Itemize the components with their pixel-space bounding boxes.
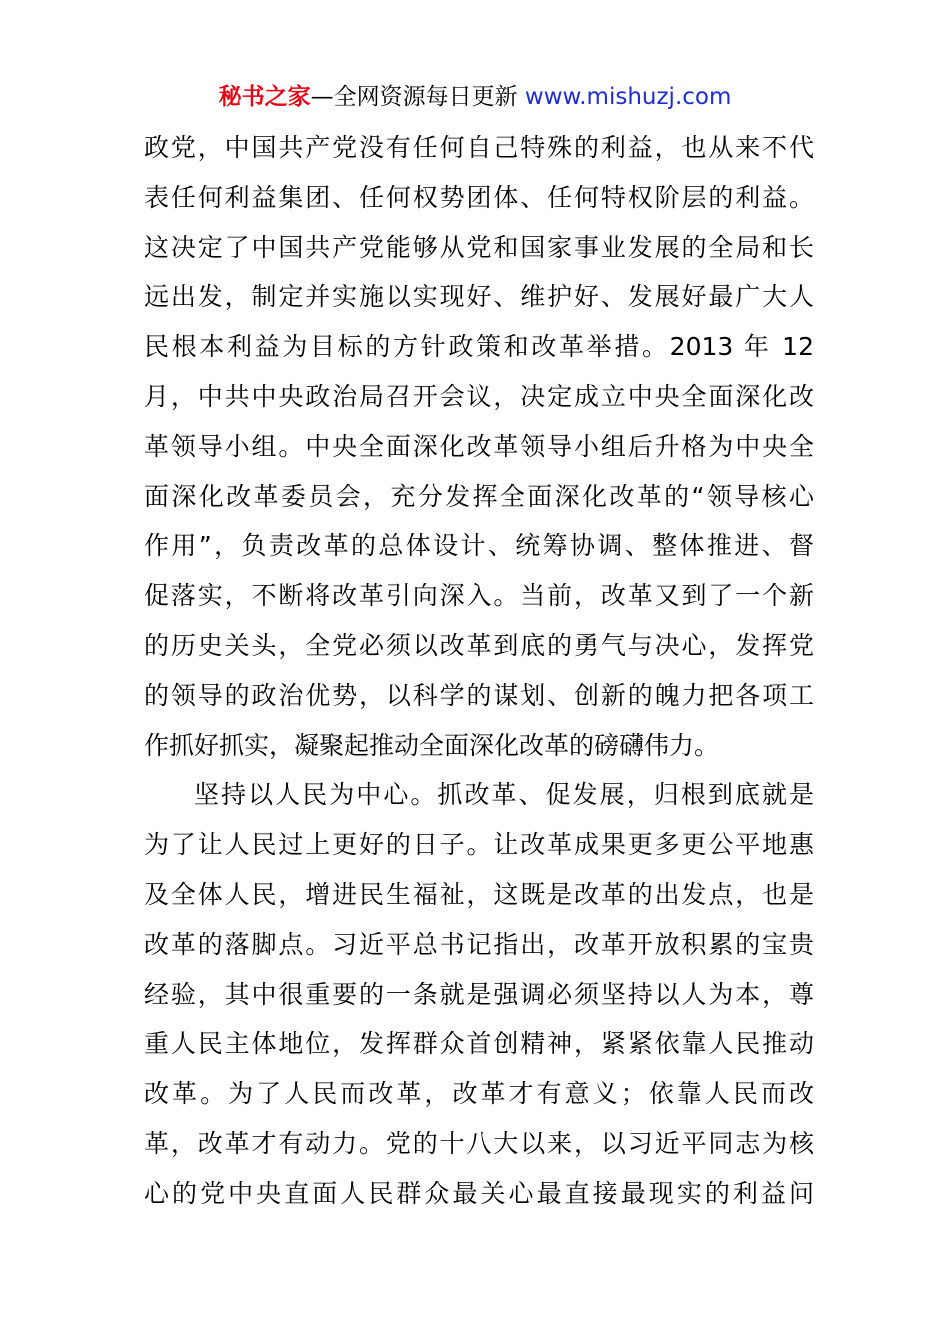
text-line: 的历史关头，全党必须以改革到底的勇气与决心，发挥党 — [144, 630, 814, 660]
site-url-link[interactable]: www.mishuzj.com — [524, 84, 732, 110]
text-line: 重人民主体地位，发挥群众首创精神，紧紧依靠人民推动 — [144, 1029, 814, 1059]
text-line: 远出发，制定并实施以实现好、维护好、发展好最广大人 — [144, 282, 814, 312]
site-brand: 秘书之家 — [218, 84, 311, 110]
text-line: 月，中共中央政治局召开会议，决定成立中央全面深化改 — [144, 381, 814, 411]
text-line: 表任何利益集团、任何权势团体、任何特权阶层的利益。 — [144, 182, 814, 212]
text-line: 作用”，负责改革的总体设计、统筹协调、整体推进、督 — [144, 531, 814, 561]
text-line: 这决定了中国共产党能够从党和国家事业发展的全局和长 — [144, 232, 814, 262]
text-line: 改革的落脚点。习近平总书记指出，改革开放积累的宝贵 — [144, 929, 814, 959]
text-line: 为了让人民过上更好的日子。让改革成果更多更公平地惠 — [144, 830, 814, 860]
text-line: 民根本利益为目标的方针政策和改革举措。2013 年 12 — [144, 332, 814, 362]
text-line: 面深化改革委员会，充分发挥全面深化改革的“领导核心 — [144, 481, 814, 511]
text-line: 改革。为了人民而改革，改革才有意义；依靠人民而改 — [144, 1079, 814, 1109]
text-line: 经验，其中很重要的一条就是强调必须坚持以人为本，尊 — [144, 979, 814, 1009]
text-line: 心的党中央直面人民群众最关心最直接最现实的利益问 — [144, 1178, 814, 1208]
paragraph-end-line: 作抓好抓实，凝聚起推动全面深化改革的磅礴伟力。 — [144, 730, 720, 760]
text-line: 政党，中国共产党没有任何自己特殊的利益，也从来不代 — [144, 133, 814, 162]
site-tagline: —全网资源每日更新 — [310, 84, 518, 110]
text-line: 革领导小组。中央全面深化改革领导小组后升格为中央全 — [144, 431, 814, 461]
text-line: 的领导的政治优势，以科学的谋划、创新的魄力把各项工 — [144, 680, 814, 710]
text-line: 及全体人民，增进民生福祉，这既是改革的出发点，也是 — [144, 879, 814, 909]
paragraph-start-line: 坚持以人民为中心。抓改革、促发展，归根到底就是 — [194, 780, 814, 810]
document-body — [144, 128, 814, 1224]
site-header — [0, 80, 950, 114]
text-line: 促落实，不断将改革引向深入。当前，改革又到了一个新 — [144, 581, 814, 611]
text-line: 革，改革才有动力。党的十八大以来，以习近平同志为核 — [144, 1128, 814, 1158]
